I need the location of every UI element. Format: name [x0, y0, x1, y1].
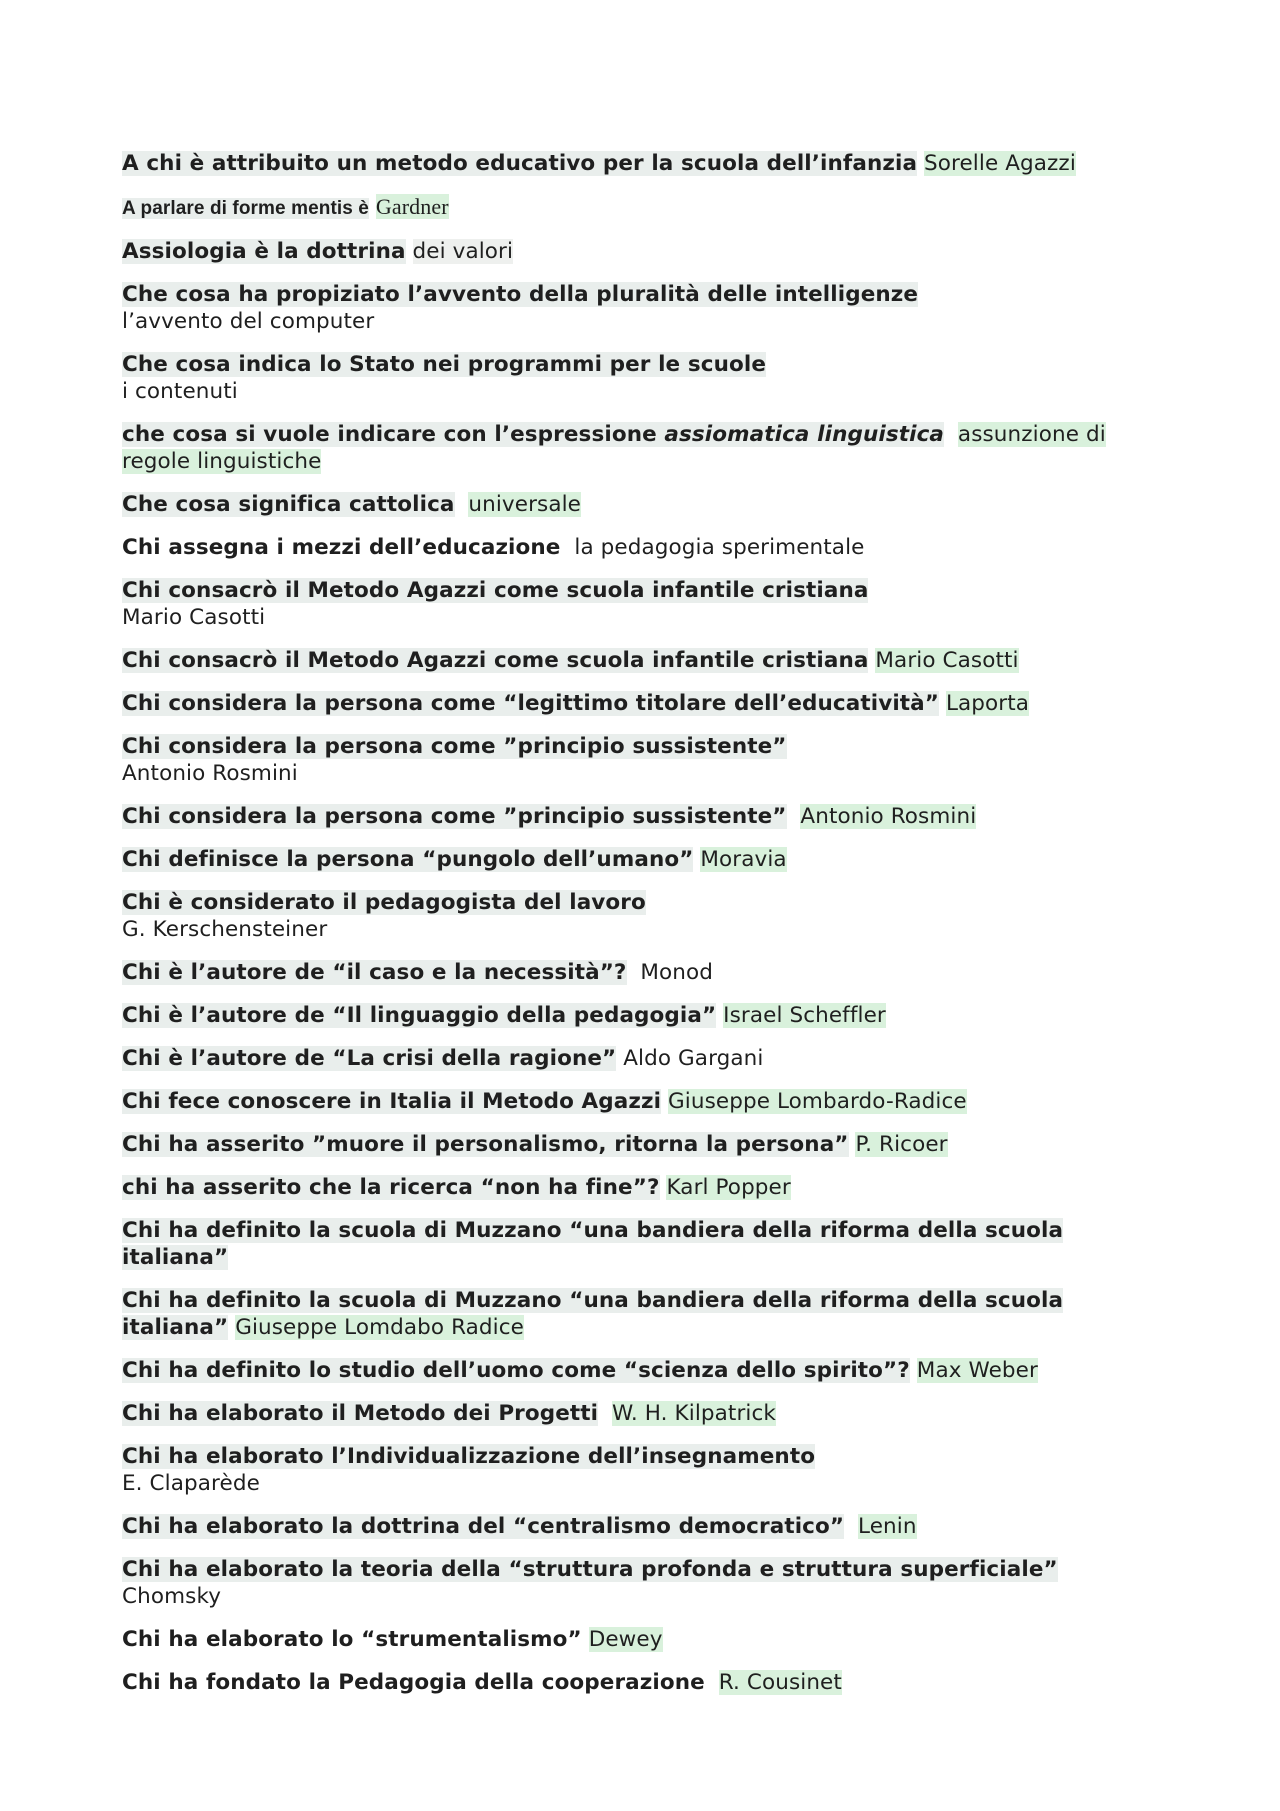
answer: Karl Popper — [666, 1175, 791, 1200]
qa-entry — [122, 1626, 1162, 1653]
qa-entry — [122, 733, 1162, 787]
answer: Sorelle Agazzi — [924, 151, 1076, 176]
qa-entry — [122, 690, 1162, 717]
question: Chi ha elaborato la teoria della “struttura profonda e struttura superficiale” — [122, 1557, 1058, 1582]
question: Chi ha elaborato lo “strumentalismo” — [122, 1627, 582, 1652]
question: Chi ha elaborato l’Individualizzazione dell’insegnamento — [122, 1444, 816, 1469]
qa-entry — [122, 491, 1162, 518]
question: Chi ha fondato la Pedagogia della cooperazione — [122, 1670, 705, 1695]
question: Che cosa ha propiziato l’avvento della pluralità delle intelligenze — [122, 282, 919, 307]
answer: Lenin — [858, 1514, 917, 1539]
question: Chi ha asserito ”muore il personalismo, ritorna la persona” — [122, 1132, 849, 1157]
qa-entry — [122, 150, 1162, 177]
qa-entry — [122, 1088, 1162, 1115]
answer: Israel Scheffler — [723, 1003, 886, 1028]
qa-entry — [122, 959, 1162, 986]
qa-entry — [122, 1357, 1162, 1384]
question: Chi ha definito la scuola di Muzzano “una bandiera della riforma della scuola italiana” — [122, 1218, 1064, 1270]
qa-entry — [122, 1002, 1162, 1029]
answer: Antonio Rosmini — [122, 761, 298, 786]
question: A chi è attribuito un metodo educativo per la scuola dell’infanzia — [122, 151, 918, 176]
question: Chi è l’autore de “il caso e la necessità”? — [122, 960, 627, 985]
answer: Max Weber — [916, 1358, 1038, 1383]
answer: G. Kerschensteiner — [122, 917, 328, 942]
qa-entry — [122, 1513, 1162, 1540]
answer: la pedagogia sperimentale — [574, 535, 865, 560]
answer: dei valori — [412, 239, 514, 264]
qa-entry — [122, 421, 1162, 475]
answer: Moravia — [700, 847, 787, 872]
question: Chi fece conoscere in Italia il Metodo Agazzi — [122, 1089, 662, 1114]
qa-entry — [122, 1174, 1162, 1201]
qa-entry — [122, 281, 1162, 335]
question: Chi considera la persona come ”principio sussistente” — [122, 734, 787, 759]
answer: W. H. Kilpatrick — [612, 1401, 776, 1426]
question: che cosa si vuole indicare con l’espressione — [122, 422, 657, 447]
question: Chi consacrò il Metodo Agazzi come scuola infantile cristiana — [122, 648, 869, 673]
answer: Giuseppe Lomdabo Radice — [235, 1315, 524, 1340]
qa-entry — [122, 534, 1162, 561]
qa-entry — [122, 193, 1162, 222]
question: chi ha asserito che la ricerca “non ha fine”? — [122, 1175, 660, 1200]
qa-entry — [122, 238, 1162, 265]
qa-entry — [122, 1669, 1162, 1696]
qa-entry — [122, 1217, 1162, 1271]
answer: Giuseppe Lombardo-Radice — [668, 1089, 967, 1114]
question: Assiologia è la dottrina — [122, 239, 406, 264]
qa-entry — [122, 1443, 1162, 1497]
qa-entry — [122, 1400, 1162, 1427]
question: Chi consacrò il Metodo Agazzi come scuola infantile cristiana — [122, 578, 869, 603]
qa-entry — [122, 1556, 1162, 1610]
answer: Antonio Rosmini — [800, 804, 977, 829]
question: Chi assegna i mezzi dell’educazione — [122, 535, 561, 560]
qa-entry — [122, 846, 1162, 873]
question: Che cosa indica lo Stato nei programmi per le scuole — [122, 352, 766, 377]
answer: Aldo Gargani — [623, 1046, 764, 1071]
qa-entry — [122, 647, 1162, 674]
question: Chi è l’autore de “Il linguaggio della pedagogia” — [122, 1003, 717, 1028]
question: Chi definisce la persona “pungolo dell’umano” — [122, 847, 694, 872]
question: Chi ha definito la scuola di Muzzano “una bandiera della riforma della scuola italiana” — [122, 1288, 1064, 1340]
answer: i contenuti — [122, 379, 238, 404]
answer: R. Cousinet — [718, 1670, 842, 1695]
answer: E. Claparède — [122, 1471, 260, 1496]
question: Chi ha elaborato il Metodo dei Progetti — [122, 1401, 599, 1426]
question: A parlare di forme mentis è — [122, 198, 369, 219]
question: Chi ha definito lo studio dell’uomo come “scienza dello spirito”? — [122, 1358, 910, 1383]
answer: Monod — [640, 960, 714, 985]
qa-entry — [122, 1287, 1162, 1341]
qa-entry — [122, 803, 1162, 830]
qa-entry — [122, 351, 1162, 405]
question: Chi considera la persona come ”principio sussistente” — [122, 804, 787, 829]
document-page — [122, 150, 1162, 1712]
qa-entry — [122, 889, 1162, 943]
answer: Mario Casotti — [875, 648, 1019, 673]
question: Chi è l’autore de “La crisi della ragione” — [122, 1046, 617, 1071]
question: Che cosa significa cattolica — [122, 492, 455, 517]
question-italic: assiomatica linguistica — [664, 422, 945, 447]
answer: assunzione di regole linguistiche — [122, 422, 1106, 474]
question: Chi è considerato il pedagogista del lavoro — [122, 890, 646, 915]
answer: Chomsky — [122, 1584, 222, 1609]
question: Chi considera la persona come “legittimo titolare dell’educatività” — [122, 691, 940, 716]
answer: P. Ricoer — [855, 1132, 948, 1157]
qa-entry — [122, 1131, 1162, 1158]
question: Chi ha elaborato la dottrina del “centralismo democratico” — [122, 1514, 845, 1539]
answer: Dewey — [588, 1627, 663, 1652]
answer: Mario Casotti — [122, 605, 266, 630]
answer: Laporta — [945, 691, 1030, 716]
qa-entry — [122, 577, 1162, 631]
answer: l’avvento del computer — [122, 309, 375, 334]
qa-entry — [122, 1045, 1162, 1072]
answer: Gardner — [375, 194, 449, 219]
answer: universale — [468, 492, 582, 517]
